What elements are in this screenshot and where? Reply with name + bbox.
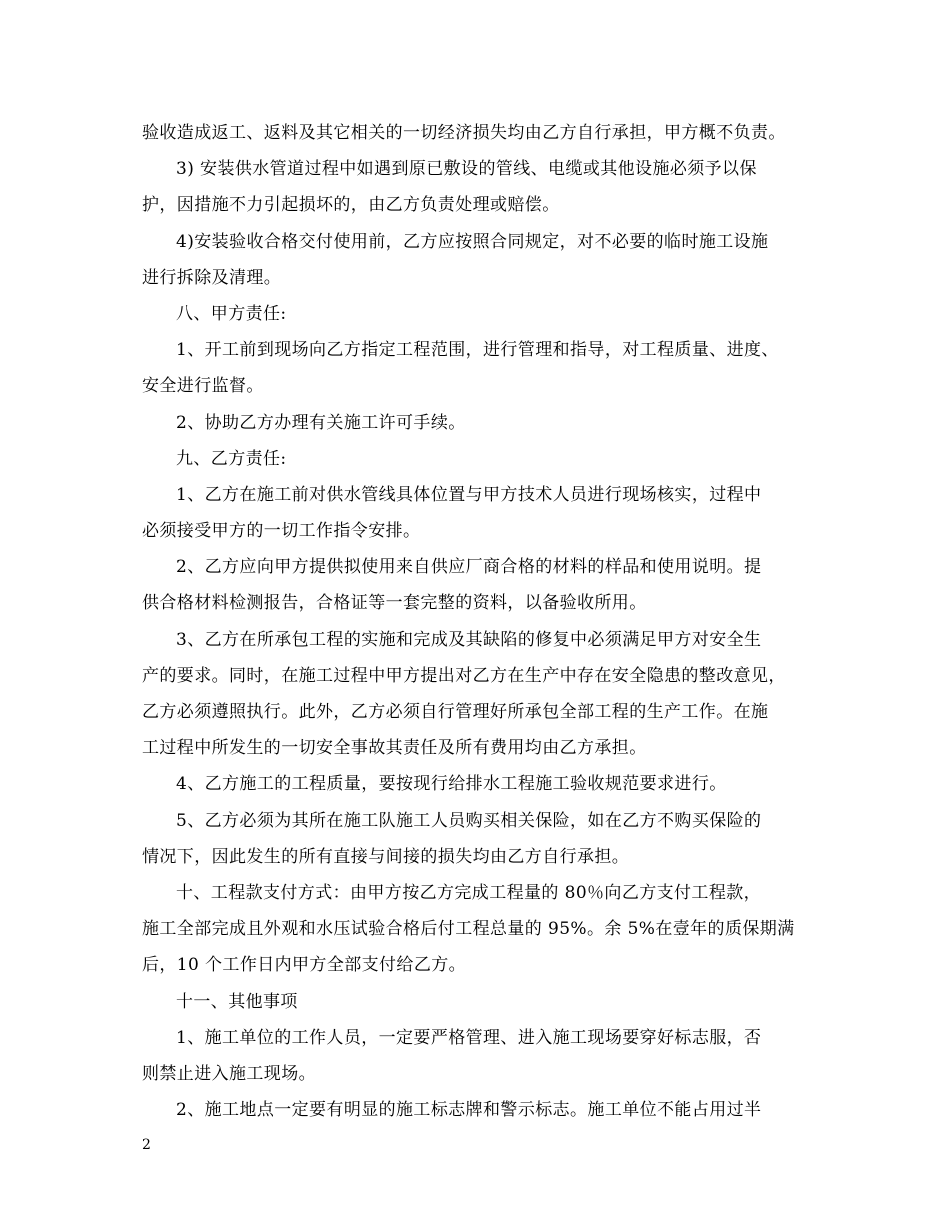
text-line: 2、乙方应向甲方提供拟使用来自供应厂商合格的材料的样品和使用说明。提 (176, 557, 762, 578)
text-line: 乙方必须遵照执行。此外，乙方必须自行管理好所承包全部工程的生产工作。在施 (142, 702, 769, 722)
text-line: 施工全部完成且外观和水压试验合格后付工程总量的 95%。余 5%在壹年的质保期满 (142, 919, 795, 940)
text-line: 工过程中所发生的一切安全事故其责任及所有费用均由乙方承担。 (142, 738, 647, 759)
text-line: 进行拆除及清理。 (142, 267, 282, 288)
text-line: 护，因措施不力引起损坏的，由乙方负责处理或赔偿。 (142, 195, 560, 216)
page-number: 2 (142, 1137, 151, 1153)
text-line: 产的要求。同时，在施工过程中甲方提出对乙方在生产中存在安全隐患的整改意见， (142, 665, 786, 686)
text-line: 安全进行监督。 (142, 376, 264, 397)
text-line: 则禁止进入施工现场。 (142, 1063, 316, 1084)
text-line: 后，10 个工作日内甲方全部支付给乙方。 (142, 955, 467, 976)
text-line: 必须接受甲方的一切工作指令安排。 (142, 521, 421, 542)
text-line: 验收造成返工、返料及其它相关的一切经济损失均由乙方自行承担，甲方概不负责。 (142, 123, 786, 143)
text-line: 5、乙方必须为其所在施工队施工人员购买相关保险，如在乙方不购买保险的 (176, 810, 762, 831)
text-line: 1、施工单位的工作人员，一定要严格管理、进入施工现场要穿好标志服，否 (176, 1027, 762, 1048)
section-heading: 十一、其他事项 (176, 991, 298, 1012)
section-heading: 十、工程款支付方式：由甲方按乙方完成工程量的 80％向乙方支付工程款， (176, 882, 762, 903)
section-heading: 九、乙方责任: (176, 448, 287, 469)
text-line: 3) 安装供水管道过程中如遇到原已敷设的管线、电缆或其他设施必须予以保 (176, 159, 757, 180)
text-line: 4)安装验收合格交付使用前，乙方应按照合同规定，对不必要的临时施工设施 (176, 231, 769, 252)
text-line: 情况下，因此发生的所有直接与间接的损失均由乙方自行承担。 (142, 846, 630, 867)
text-line: 1、乙方在施工前对供水管线具体位置与甲方技术人员进行现场核实，过程中 (176, 484, 762, 505)
text-line: 1、开工前到现场向乙方指定工程范围，进行管理和指导，对工程质量、进度、 (176, 340, 779, 361)
text-line: 2、施工地点一定要有明显的施工标志牌和警示标志。施工单位不能占用过半 (176, 1100, 762, 1121)
text-line: 4、乙方施工的工程质量，要按现行给排水工程施工验收规范要求进行。 (176, 774, 727, 795)
text-line: 供合格材料检测报告，合格证等一套完整的资料，以备验收所用。 (142, 593, 647, 614)
text-line: 3、乙方在所承包工程的实施和完成及其缺陷的修复中必须满足甲方对安全生 (176, 629, 762, 650)
section-heading: 八、甲方责任: (176, 303, 287, 324)
text-line: 2、协助乙方办理有关施工许可手续。 (176, 412, 466, 433)
body-text (142, 115, 812, 1128)
